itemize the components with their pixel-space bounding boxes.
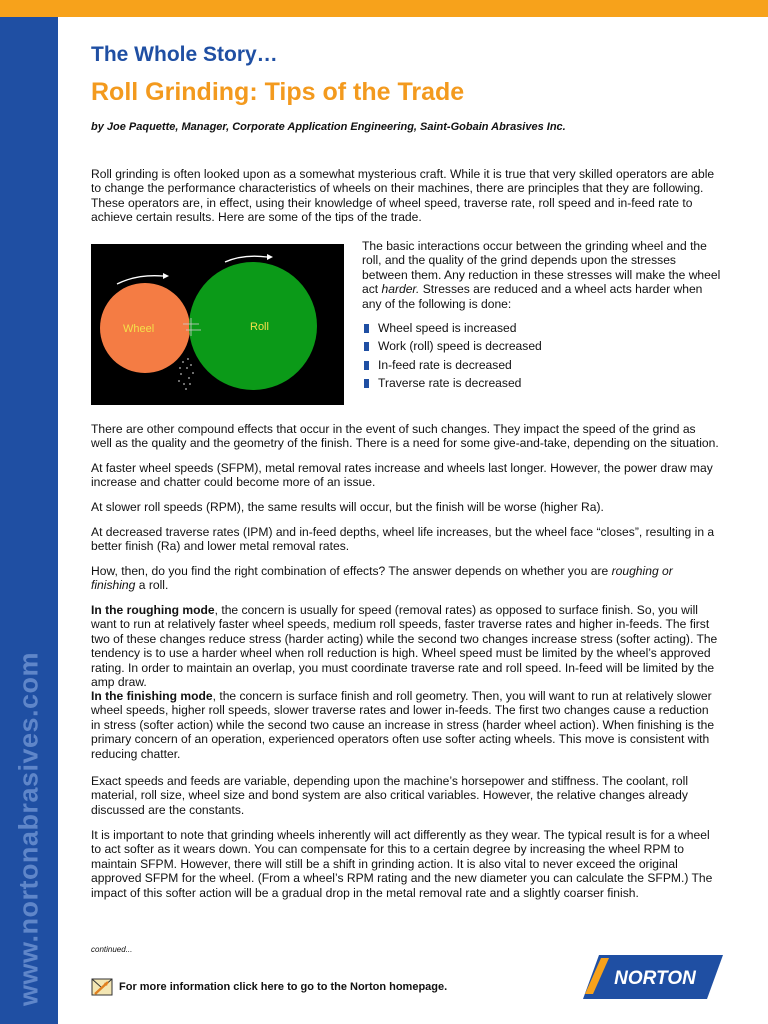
body-paragraph: Exact speeds and feeds are variable, depending upon the machine’s horsepower and stiffness. The coolant, roll material, roll size, wheel size and bond system are also critical variables. However, the relative changes already discussed are the constants. (91, 774, 689, 817)
body-paragraph: It is important to note that grinding wheels inherently will act differently as they wear. The typical result is for a wheel to act softer as it wears down. You can compensate for this to a certain degree by increasing the wheel RPM to maintain SFPM. However, there will still be a shift in grinding action. It is also vital to never exceed the original approved SFPM for the wheel. (From a wheel’s RPM rating and the new diameter you can calculate the SFPM.) The impact of this softer action will be a gradual drop in the metal removal rate and a slightly coarser finish. (91, 828, 713, 900)
list-item: Work (roll) speed is decreased (362, 337, 722, 355)
wheel-roll-diagram (91, 244, 344, 405)
finishing-mode-paragraph: In the finishing mode, the concern is surface finish and roll geometry. Then, you will want to run at relatively slower wheel speeds, higher roll speeds, slower traverse rates and lower in-feeds. The first two changes cause a reduction in stress (softer action) while the second two cause an increase in stress (harder wheel action). When finishing is the primary concern of an operation, experienced operators often use softer acting wheels. This move is consistent with reducing chatter. (91, 689, 715, 761)
intro-paragraph: Roll grinding is often looked upon as a somewhat mysterious craft. While it is true that very skilled operators are able to change the performance characteristics of wheels on their machines, there are principles that they are following. These operators are, in effect, using their knowledge of wheel speed, traverse rate, roll speed and in-feed rate to achieve certain results. Here are some of the tips of the trade. (91, 167, 715, 225)
list-item: Wheel speed is increased (362, 319, 722, 337)
roll-label: Roll (250, 321, 269, 333)
continued-note: continued... (91, 945, 133, 954)
list-item: Traverse rate is decreased (362, 374, 722, 392)
mail-link-icon (91, 976, 113, 998)
footer-link-text: For more information click here to go to the Norton homepage. (119, 981, 448, 993)
body-paragraph: At decreased traverse rates (IPM) and in-feed depths, wheel life increases, but the wheel face “closes”, resulting in a better finish (Ra) and lower metal removal rates. (91, 525, 715, 554)
website-url-vertical: www.nortonabrasives.com (13, 651, 44, 1007)
page-title: Roll Grinding: Tips of the Trade (91, 78, 465, 106)
stress-explanation: The basic interactions occur between the grinding wheel and the roll, and the quality of the grind depends upon the stresses between them. Any reduction in these stresses will make the wheel act harder. Stresses are reduced and a wheel acts harder when any of the following is done: Wheel speed is increased Work (roll) speed is decreased In-feed rate is decreased Traverse rate is decreased (362, 239, 722, 392)
byline: by Joe Paquette, Manager, Corporate Application Engineering, Saint-Gobain Abrasives Inc. (91, 121, 566, 133)
wheel-label: Wheel (123, 323, 155, 335)
norton-logo (583, 955, 723, 999)
body-paragraph: At faster wheel speeds (SFPM), metal removal rates increase and wheels last longer. However, the power draw may increase and chatter could become more of an issue. (91, 461, 713, 490)
body-paragraph: There are other compound effects that occur in the event of such changes. They impact the speed of the grind as well as the quality and the geometry of the finish. There is a need for some give-and-take, depending on the situation. (91, 422, 719, 451)
kicker-heading: The Whole Story… (91, 43, 278, 66)
body-paragraph: At slower roll speeds (RPM), the same results will occur, but the finish will be worse (higher Ra). (91, 500, 604, 514)
body-paragraph: How, then, do you find the right combination of effects? The answer depends on whether you are roughing or finishing a roll. (91, 564, 673, 593)
list-item: In-feed rate is decreased (362, 356, 722, 374)
norton-logo-text: NORTON (614, 968, 696, 989)
top-accent-bar (0, 0, 768, 17)
side-accent-bar (0, 17, 58, 1024)
norton-homepage-link[interactable] (91, 976, 447, 998)
stress-bullet-list (362, 319, 722, 392)
roughing-mode-paragraph: In the roughing mode, the concern is usually for speed (removal rates) as opposed to surface finish. So, you will want to run at relatively faster wheel speeds, medium roll speeds, faster traverse rates and higher in-feeds. The first two of these changes reduce stress (harder acting) while the second two changes increase stress (softer acting). The tendency is to use a harder wheel when roll reduction is high. Wheel speed must be limited by the wheel’s approved rating. In order to maintain an overlap, you must coordinate traverse rate and roll speed. In-feed will be limited by the amp draw. (91, 603, 718, 690)
